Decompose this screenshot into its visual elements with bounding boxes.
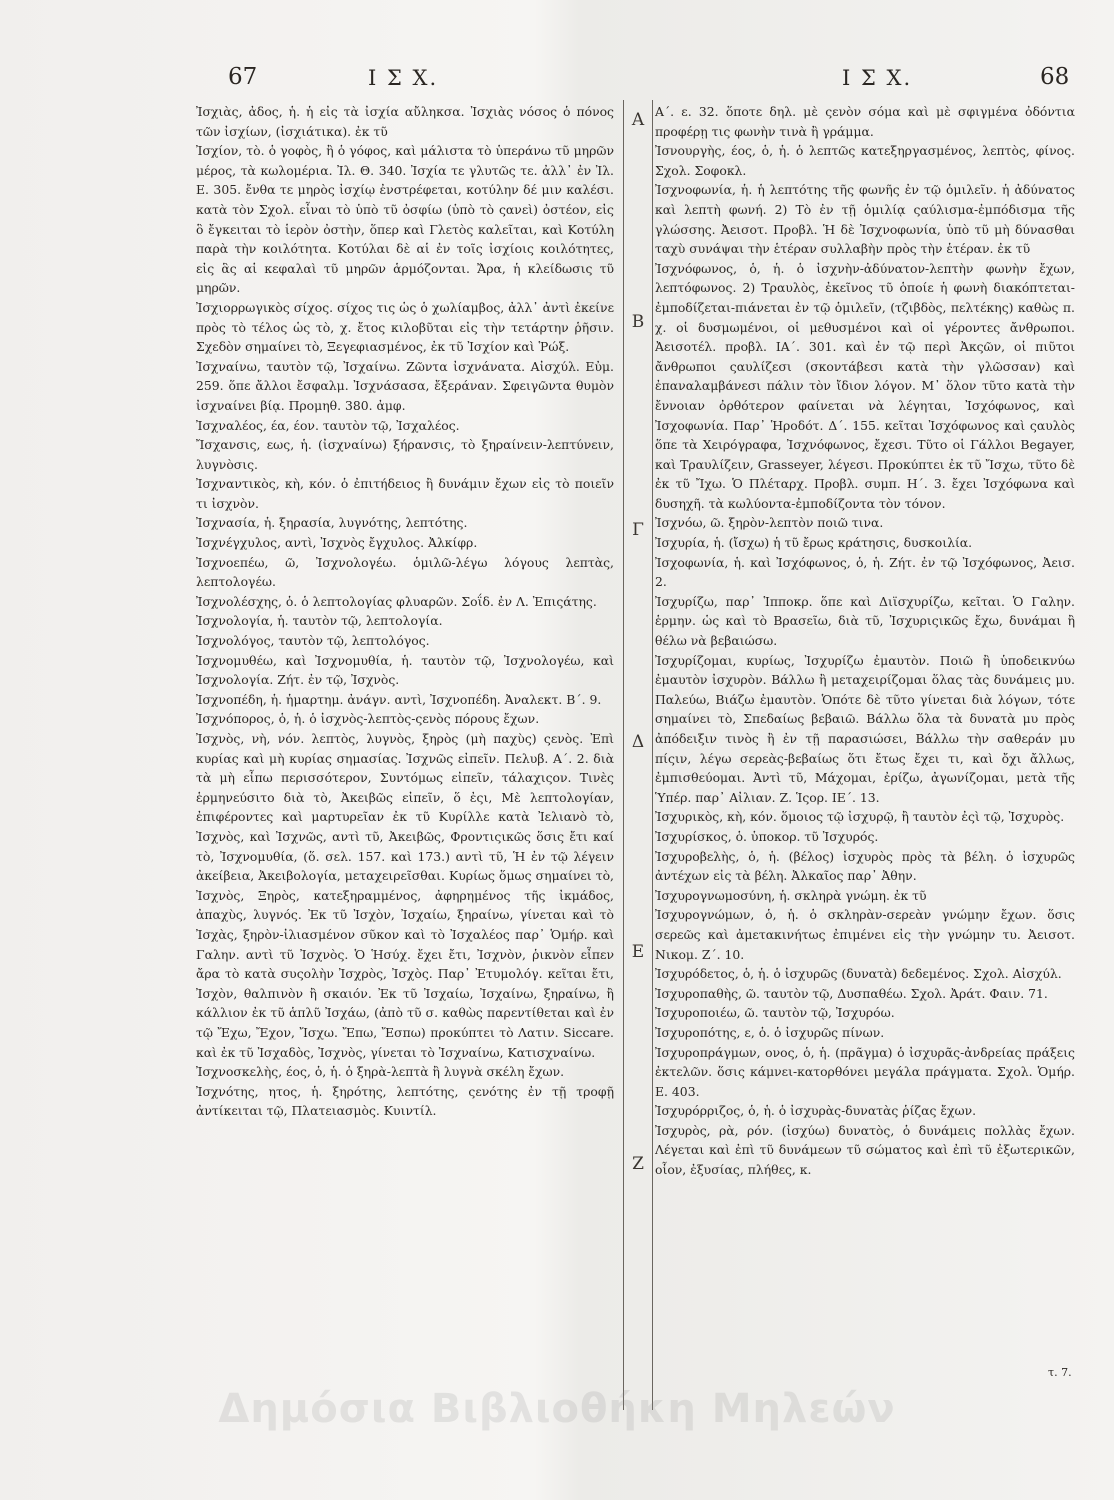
dictionary-entry: Ἰσχνόω, ῶ. ξηρὸν-λεπτὸν ποιῶ τινα. — [655, 515, 884, 531]
margin-letter: Ε — [631, 942, 645, 962]
catchword: τ. 7. — [1048, 1366, 1072, 1379]
dictionary-entry: Ἰσχυρόδετος, ὁ, ἡ. ὁ ἰσχυρῶς (δυνατὰ) δεδεμένος. Σχολ. Αἰσχύλ. — [655, 966, 1062, 982]
dictionary-entry: Ἰσχυρογνωμοσύνη, ἡ. σκληρὰ γνώμη. ἐκ τῦ — [655, 887, 927, 903]
dictionary-entry: Ἰσχναίνω, ταυτὸν τῷ, Ἰσχαίνω. Ζῶντα ἰσχνάνατα. Αἰσχύλ. Εὐμ. 259. ὅπε ἄλλοι ἔσφαλμ. Ἰσχνάσασα, ἔξεράναν. Σφειγῶντα θυμὸν ἰσχναίνει βίᾳ. Προμηθ. 380. ἀμφ. — [196, 358, 614, 413]
dictionary-entry: Ἰσχνὸς, νὴ, νόν. λεπτὸς, λυγνὸς, ξηρὸς (μὴ παχὺς) ςενὸς. Ἐπὶ κυρίας καὶ μὴ κυρίας σημασίας. Ἰσχνῶς εἰπεῖν. Πελυβ. Α΄. 2. διὰ τὰ μὴ εἶπω περισσότερον, Συντόμως εἰπεῖν, τάλαχιςον. Τινὲς ἑρμηνεύσιτο διὰ τὸ, Ἀκειβῶς εἰπεῖν, ὅ ἐςι, Μὲ λεπτολογίαν, ἐπιφέροντες καὶ μαρτυρεῖαν ἐκ τῦ Κυρίλλε κατὰ Ἰελιανὸ τὸ, Ἰσχνὸς, καὶ Ἰσχνῶς, αντὶ τῦ, Ἀκειβῶς, Φροντιςικῶς ὅσις ἔτι καί τὸ, Ἰσχνομυθία, (ὅ. σελ. 157. καὶ 173.) αντὶ τῦ, Ἡ ἐν τῷ λέγειν ἀκείβεια, Ἀκειβολογία, μεταχειρεῖσθαι. Κυρίως ὅμως σημαίνει τὸ, Ἰσχνὸς, Ξηρὸς, κατεξηραμμένος, ἀφηρημένος τῆς ἰκμάδος, ἀπαχὺς, λυγνός. Ἐκ τῦ Ἰσχὸν, Ἰσχαίω, ξηραίνω, γίνεται καὶ τὸ Ἰσχὰς, ξηρὸν-ἰλιασμένον σῦκον καὶ τὸ Ἰσχαλέος παρ᾽ Ὁμήρ. καὶ Γαλην. αντὶ τῦ Ἰσχνὸς. Ὁ Ἡσύχ. ἔχει ἔτι, Ἰσχνὸν, ῥικνὸν εἶπεν ἄρα τὸ κατὰ συςολὴν Ἰσχρὸς, Ἰσχὸς. Παρ᾽ Ἐτυμολόγ. κεῖται ἔτι, Ἰσχὸν, θαλπινὸν ἢ σκαιόν. Ἐκ τῦ Ἰσχαίω, Ἰσχαίνω, ξηραίνω, ἢ κάλλιον ἐκ τῦ ἁπλῦ Ἰσχάω, (ἀπὸ τῦ σ. καθὼς παρεντίθεται καὶ ἐν τῷ Ἔχω, Ἔχον, Ἴσχω. Ἔπω, Ἔσπω) προκύπτει τὸ Λατιν. Siccare. καὶ ἐκ τῦ Ἰσχαδὸς, Ἰσχνὸς, γίνεται τὸ Ἰσχναίνω, Κατισχναίνω. — [196, 731, 614, 1060]
left-page-number: 67 — [228, 64, 258, 90]
dictionary-entry: Ἰσνουργὴς, έος, ὁ, ἡ. ὁ λεπτῶς κατεξηργασμένος, λεπτὸς, φίνος. Σχολ. Σοφοκλ. — [655, 143, 1075, 178]
dictionary-entry: Ἰσχυροβελὴς, ὁ, ἡ. (βέλος) ἰσχυρὸς πρὸς τὰ βέλη. ὁ ἰσχυρῶς ἀντέχων εἰς τὰ βέλη. Ἀλκαῖος παρ᾽ Ἀθην. — [655, 848, 1075, 884]
dictionary-entry: Ἰσχνασία, ἡ. ξηρασία, λυγνότης, λεπτότης. — [196, 515, 468, 531]
dictionary-entry: Ἰσχνομυθέω, καὶ Ἰσχνομυθία, ἡ. ταυτὸν τῷ, Ἰσχνολογέω, καὶ Ἰσχνολογία. Ζήτ. ἐν τῷ, Ἰσχνὸς. — [196, 652, 614, 688]
dictionary-entry: Ἰσχνότης, ητος, ἡ. ξηρότης, λεπτότης, ςενότης ἐν τῇ τροφῇ ἀντίκειται τῷ, Πλατειασμὸς. Κυιντίλ. — [196, 1083, 614, 1119]
margin-letter-column — [623, 100, 653, 1410]
dictionary-entry: Ἰσχυροπράγμων, ονος, ὁ, ἡ. (πρᾶγμα) ὁ ἰσχυρᾶς-ἀνδρείας πράξεις ἐκτελῶν. ὅσις κάμνει-κατορθόνει μεγάλα πράγματα. Σχολ. Ὁμήρ. Ε. 403. — [655, 1044, 1075, 1099]
dictionary-entry: Ἰσχυρὸς, ρὰ, ρόν. (ἰσχύω) δυνατὸς, ὁ δυνάμεις πολλὰς ἔχων. Λέγεται καὶ ἐπὶ τῦ δυνάμεων τῦ σώματος καὶ ἐπὶ τῦ ἐξωτερικῶν, οἷον, ἐξυσίας, πλήθες, κ. — [655, 1122, 1075, 1178]
dictionary-entry: Ἴσχανσις, εως, ἡ. (ἰσχναίνω) ξήρανσις, τὸ ξηραίνειν-λεπτύνειν, λυγνὸσις. — [196, 437, 614, 472]
right-page-number: 68 — [1040, 64, 1070, 90]
dictionary-entry: Ἰσχιορρωγικὸς σίχος. σίχος τις ὡς ὁ χωλίαμβος, ἀλλ᾽ ἀντὶ ἐκείνε πρὸς τὸ τέλος ὡς τὸ, χ. ἔτος κιλοβῦται εἰς τὴν τετάρτην ῥῆσιν. Σχεδὸν σημαίνει τὸ, Ξεγεφιασμένος, ἐκ τῦ Ἰσχίον καὶ Ῥώξ. — [196, 299, 614, 355]
dictionary-entry: Ἰσχυρόρριζος, ὁ, ἡ. ὁ ἰσχυρὰς-δυνατὰς ῥίζας ἔχων. — [655, 1103, 977, 1119]
dictionary-entry: Ἰσχνόφωνος, ὁ, ἡ. ὁ ἰσχνὴν-ἀδύνατον-λεπτὴν φωνὴν ἔχων, λεπτόφωνος. 2) Τραυλὸς, ἐκεῖνος τῦ ὁποίε ἡ φωνὴ διακόπτεται-ἐμποδίζεται-πιάνεται ἐν τῷ ὁμιλεῖν, (τζιβδὸς, πελτέκης) καθὼς π. χ. οἱ δυσμωμένοι, οἱ μεθυσμένοι καὶ οἱ γέροντες ἄνθρωποι. Ἀεισοτέλ. προβλ. ΙΑ΄. 301. καὶ ἐν τῷ περὶ Ἀκςῶν, οἱ πιῦτοι ἄνθρωποι ςαυλίζεσι (σκοντάβεσι κατὰ τὴν γλῶσσαν) καὶ ἐπαναλαμβάνεσι πάλιν τὸν ἴδιον λόγον. Μ᾽ ὅλον τῦτο κατὰ τὴν ἔννοιαν ὀρθότερον φαίνεται νὰ λέγηται, Ἰσχόφωνος, καὶ Ἰσχοφωνία. Παρ᾽ Ἡροδότ. Δ΄. 155. κεῖται Ἰσχόφωνος καὶ ςαυλὸς ὅπε τὰ Χειρόγραφα, Ἰσχνόφωνος, ἔχεσι. Τῦτο οἱ Γάλλοι Begayer, καὶ Τραυλίζειν, Grasseyer, λέγεσι. Προκύπτει ἐκ τῦ Ἴσχω, τῦτο δὲ ἐκ τῦ Ἴχω. Ὁ Πλέταρχ. Προβλ. συμπ. Η΄. 3. ἔχει Ἰσχόφωνα καὶ δυσηχῆ. τὰ κωλύοντα-ἐμποδίζοντα τὸν τόνον. — [655, 260, 1075, 511]
dictionary-entry: Ἰσχυρογνώμων, ὁ, ἡ. ὁ σκληρὰν-σερεὰν γνώμην ἔχων. ὅσις σερεῶς καὶ ἀμετακινήτως ἐπιμένει εἰς τὴν γνώμην τυ. Ἀεισοτ. Νικομ. Ζ΄. 10. — [655, 907, 1075, 962]
dictionary-entry: Ἰσχυροπαθὴς, ῶ. ταυτὸν τῷ, Δυσπαθέω. Σχολ. Ἀράτ. Φαιν. 71. — [655, 985, 1048, 1001]
dictionary-entry: Ἰσχυρίζω, παρ᾽ Ἱπποκρ. ὅπε καὶ Διϊσχυρίζω, κεῖται. Ὁ Γαλην. ἑρμην. ὡς καὶ τὸ Βρασεῖω, διὰ τῦ, Ἰσχυριςικῶς ἔχω, δυνάμαι ἢ θέλω νὰ βεβαιώσω. — [655, 593, 1075, 649]
dictionary-entry: Ἰσχιὰς, ἀδος, ἡ. ἡ εἰς τὰ ἰσχία αὔληκσα. Ἰσχιὰς νόσος ὁ πόνος τῶν ἰσχίων, (ἰσχιάτικα). ἐκ τῦ — [196, 104, 614, 139]
dictionary-entry: Ἰσχυρίσκος, ὁ. ὑποκορ. τῦ Ἰσχυρός. — [655, 828, 879, 844]
dictionary-entry: Ἰσχναντικὸς, κὴ, κόν. ὁ ἐπιτήδειος ἢ δυνάμιν ἔχων εἰς τὸ ποιεῖν τι ἰσχνὸν. — [196, 476, 614, 511]
right-running-title: Ι Σ Χ. — [842, 66, 913, 90]
margin-letter: Α — [631, 110, 645, 130]
dictionary-entry: Ἰσχνολέσχης, ὁ. ὁ λεπτολογίας φλυαρῶν. Σοΐδ. ἐν Λ. Ἐπιςάτης. — [196, 593, 597, 609]
dictionary-entry: Ἰσχυρικὸς, κὴ, κόν. ὅμοιος τῷ ἰσχυρῷ, ἢ ταυτὸν ἐςὶ τῷ, Ἰσχυρὸς. — [655, 809, 1065, 825]
margin-letter: Δ — [631, 732, 645, 752]
dictionary-entry: Ἰσχνολόγος, ταυτὸν τῷ, λεπτολόγος. — [196, 633, 430, 649]
dictionary-entry: Ἰσχναλέος, έα, έον. ταυτὸν τῷ, Ἰσχαλέος. — [196, 417, 460, 433]
margin-letter: Β — [631, 312, 645, 332]
dictionary-entry: Ἰσχνοσκελὴς, έος, ὁ, ἡ. ὁ ξηρὰ-λεπτὰ ἢ λυγνὰ σκέλη ἔχων. — [196, 1064, 565, 1080]
dictionary-entry: Ἰσχυροπότης, ε, ὁ. ὁ ἰσχυρῶς πίνων. — [655, 1024, 885, 1040]
margin-letter: Γ — [632, 520, 644, 540]
dictionary-entry: Ἰσχυροποιέω, ῶ. ταυτὸν τῷ, Ἰσχυρόω. — [655, 1005, 895, 1021]
right-column — [655, 102, 1075, 1180]
dictionary-entry: Ἰσχνοπέδη, ἡ. ἡμαρτημ. ἀνάγν. αντὶ, Ἰσχνοπέδη. Ἀναλεκτ. Β΄. 9. — [196, 691, 602, 707]
dictionary-entry: Ἰσχοφωνία, ἡ. καὶ Ἰσχόφωνος, ὁ, ἡ. Ζήτ. ἐν τῷ Ἰσχόφωνος, Ἀεισ. 2. — [655, 554, 1075, 590]
dictionary-entry: Ἰσχνοεπέω, ῶ, Ἰσχνολογέω. ὁμιλῶ-λέγω λόγους λεπτὰς, λεπτολογέω. — [196, 554, 614, 590]
dictionary-entry: Ἰσχυρία, ἡ. (ἴσχω) ἡ τῦ ἔρως κράτησις, δυσκοιλία. — [655, 535, 973, 551]
dictionary-entry: Ἰσχνέγχυλος, αντὶ, Ἰσχνὸς ἔγχυλος. Ἀλκίφρ. — [196, 535, 478, 551]
dictionary-entry: Ἰσχυρίζομαι, κυρίως, Ἰσχυρίζω ἐμαυτὸν. Ποιῶ ἢ ὑποδεικνύω ἐμαυτὸν ἰσχυρὸν. Βάλλω ἢ μεταχειρίζομαι ὅλας τὰς δυνάμεις μυ. Παλεύω, Βιάζω ἐμαυτὸν. Ὁπότε δὲ τῦτο γίνεται διὰ λόγων, τότε σημαίνει τὸ, Σπεδαίως βεβαιῶ. Βάλλω ὅλα τὰ δυνατὰ μυ πρὸς ἀπόδειξιν τινὸς ἢ ἐν τῇ παρασιώσει, Βάλλω τὴν σαθεράν μυ πίςιν, λέγω σερεὰς-βεβαίως ὅτι ἔτως ἔχει τι, καὶ ὄχι ἄλλως, ἐμπισθεύομαι. Ἀντὶ τῦ, Μάχομαι, ἐρίζω, ἀγωνίζομαι, μετὰ τῆς Ὑπέρ. παρ᾽ Αἰλιαν. Ζ. Ἱςορ. ΙΕ΄. 13. — [655, 652, 1075, 805]
dictionary-entry: Ἰσχνολογία, ἡ. ταυτὸν τῷ, λεπτολογία. — [196, 613, 443, 629]
dictionary-entry: Ἰσχίον, τὸ. ὁ γοφὸς, ἢ ὁ γόφος, καὶ μάλιστα τὸ ὑπεράνω τῦ μηρῶν μέρος, τὰ κωλομέρια. Ἰλ. Θ. 340. Ἰσχία τε γλυτῶς τε. ἀλλ᾽ ἐν Ἰλ. Ε. 305. ἔνθα τε μηρὸς ἰσχίῳ ἐνστρέφεται, κοτύλην δέ μιν καλέσι. κατὰ τὸν Σχολ. εἶναι τὸ ὑπὸ τῦ ὀσφίω (ὑπὸ τὸ ςανεὶ) ὀστέον, εἰς ὃ ἔγκειται τὸ ἱερὸν ὀστὴν, ὅπερ καὶ Γλετὸς καλεῖται, καὶ Κοτύλη παρὰ τὴν κοιλότητα. Κοτύλαι δὲ αἱ ἐν τοῖς ἰσχίοις κοιλότητες, εἰς ἃς αἱ κεφαλαὶ τῦ μηρῶν ἁρμόζονται. Ἄρα, ἡ κλείδωσις τῦ μηρῶν. — [196, 143, 614, 296]
margin-letter: Ζ — [632, 1154, 644, 1174]
dictionary-entry: Ἰσχνόπορος, ὁ, ἡ. ὁ ἰσχνὸς-λεπτὸς-ςενὸς πόρους ἔχων. — [196, 711, 540, 727]
library-watermark: Δημόσια Βιβλιοθήκη Μηλεών — [218, 1386, 896, 1432]
dictionary-entry: Ἰσχνοφωνία, ἡ. ἡ λεπτότης τῆς φωνῆς ἐν τῷ ὁμιλεῖν. ἡ ἀδύνατος καὶ λεπτὴ φωνή. 2) Τὸ ἐν τῇ ὁμιλίᾳ ςαύλισμα-ἐμπόδισμα τῆς γλώσσης. Ἀεισοτ. Προβλ. Ἡ δὲ Ἰσχνοφωνία, ὑπὸ τῦ μὴ δύνασθαι ταχὺ συνάψαι τὴν ἑτέραν συλλαβὴν πρὸς τὴν ἑτέραν. ἐκ τῦ — [655, 182, 1075, 257]
left-running-title: Ι Σ Χ. — [368, 66, 439, 90]
dictionary-entry: Α΄. ε. 32. ὅποτε δηλ. μὲ ςενὸν σόμα καὶ μὲ σφιγμένα ὀδόντια προφέρῃ τις φωνὴν τινὰ ἢ γράμμα. — [655, 104, 1075, 139]
left-column — [196, 102, 614, 1121]
